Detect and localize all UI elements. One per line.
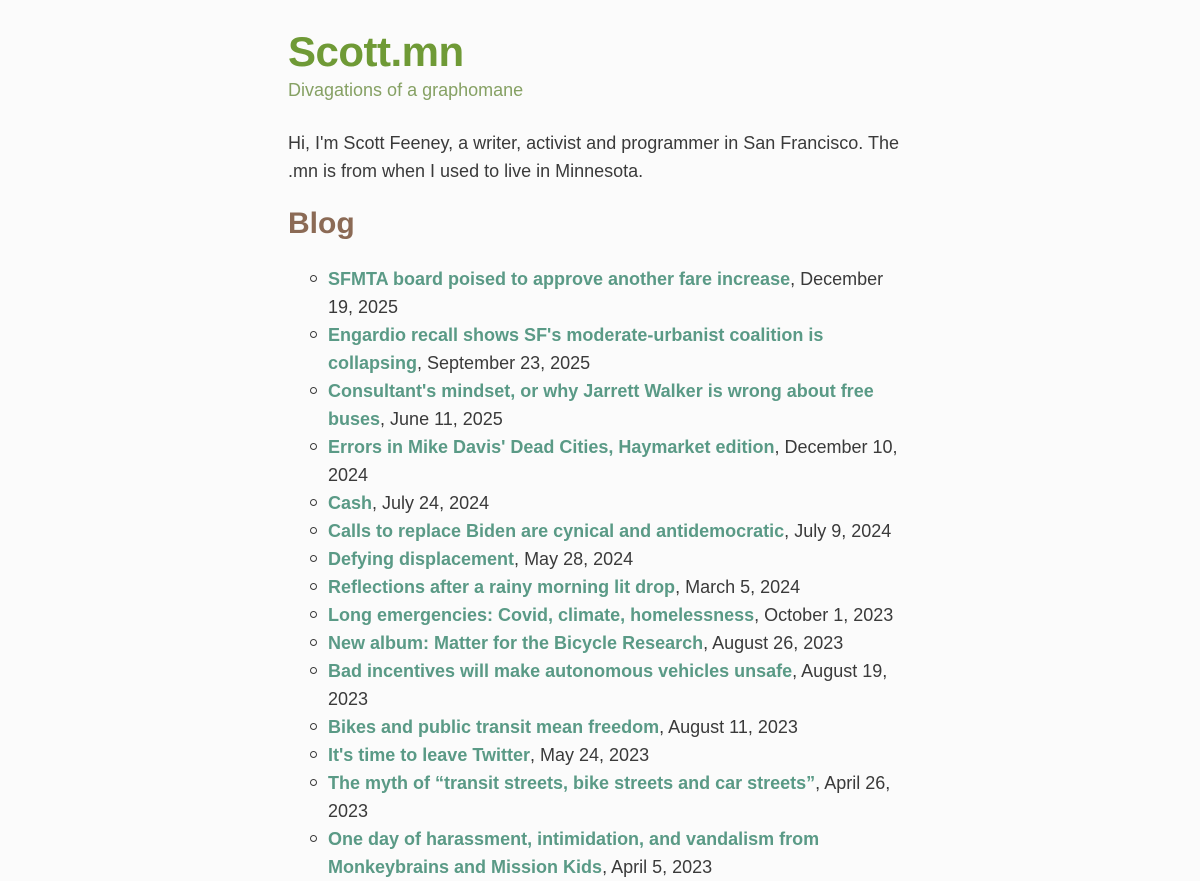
bullet-icon	[310, 723, 317, 730]
bullet-icon	[310, 527, 317, 534]
post-link[interactable]: Engardio recall shows SF's moderate-urbanist coalition is collapsing	[328, 325, 824, 373]
list-item: Consultant's mindset, or why Jarrett Walker is wrong about free buses, June 11, 2025	[328, 377, 913, 433]
page-content	[288, 26, 913, 881]
post-date: June 11, 2025	[390, 409, 503, 429]
post-link[interactable]: Reflections after a rainy morning lit drop	[328, 577, 676, 597]
post-link[interactable]: Bikes and public transit mean freedom	[328, 717, 660, 737]
bullet-icon	[310, 639, 317, 646]
bullet-icon	[310, 331, 317, 338]
post-link[interactable]: Defying displacement	[328, 549, 515, 569]
list-item: Calls to replace Biden are cynical and antidemocratic, July 9, 2024	[328, 517, 913, 545]
post-date: May 28, 2024	[524, 549, 634, 569]
bullet-icon	[310, 779, 317, 786]
post-date: March 5, 2024	[685, 577, 801, 597]
list-item: Engardio recall shows SF's moderate-urbanist coalition is collapsing, September 23, 2025	[328, 321, 913, 377]
list-item: Defying displacement, May 28, 2024	[328, 545, 913, 573]
list-item: Bikes and public transit mean freedom, August 11, 2023	[328, 713, 913, 741]
post-link[interactable]: New album: Matter for the Bicycle Research	[328, 633, 704, 653]
post-date: April 5, 2023	[611, 857, 713, 877]
post-date: October 1, 2023	[764, 605, 894, 625]
list-item: New album: Matter for the Bicycle Research, August 26, 2023	[328, 629, 913, 657]
blog-heading: Blog	[288, 207, 355, 240]
post-link[interactable]: Calls to replace Biden are cynical and antidemocratic	[328, 521, 785, 541]
post-date: December 19, 2025	[328, 269, 884, 317]
post-link[interactable]: Errors in Mike Davis' Dead Cities, Haymarket edition	[328, 437, 775, 457]
post-link[interactable]: Cash	[328, 493, 373, 513]
post-date: September 23, 2025	[427, 353, 591, 373]
list-item: Long emergencies: Covid, climate, homelessness, October 1, 2023	[328, 601, 913, 629]
list-item: Cash, July 24, 2024	[328, 489, 913, 517]
post-date: April 26, 2023	[328, 773, 891, 821]
post-link[interactable]: Consultant's mindset, or why Jarrett Walker is wrong about free buses	[328, 381, 874, 429]
post-link[interactable]: Long emergencies: Covid, climate, homelessness	[328, 605, 755, 625]
post-date: August 26, 2023	[712, 633, 844, 653]
post-date: July 9, 2024	[794, 521, 892, 541]
post-link[interactable]: Bad incentives will make autonomous vehicles unsafe	[328, 661, 793, 681]
site-title[interactable]: Scott.mn	[288, 28, 464, 75]
bullet-icon	[310, 835, 317, 842]
intro-paragraph: Hi, I'm Scott Feeney, a writer, activist and programmer in San Francisco. The .mn is from when I used to live in Minnesota.	[288, 133, 899, 181]
list-item: One day of harassment, intimidation, and vandalism from Monkeybrains and Mission Kids, April 5, 2023	[328, 825, 913, 881]
bullet-icon	[310, 751, 317, 758]
list-item: It's time to leave Twitter, May 24, 2023	[328, 741, 913, 769]
list-item: Bad incentives will make autonomous vehicles unsafe, August 19, 2023	[328, 657, 913, 713]
post-date: May 24, 2023	[540, 745, 650, 765]
post-link[interactable]: It's time to leave Twitter	[328, 745, 530, 765]
post-date: December 10, 2024	[328, 437, 898, 485]
post-link[interactable]: SFMTA board poised to approve another fare increase	[328, 269, 791, 289]
bullet-icon	[310, 583, 317, 590]
bullet-icon	[310, 387, 317, 394]
post-date: July 24, 2024	[382, 493, 490, 513]
blog-post-list	[288, 265, 913, 881]
bullet-icon	[310, 667, 317, 674]
list-item: Errors in Mike Davis' Dead Cities, Haymarket edition, December 10, 2024	[328, 433, 913, 489]
list-item: SFMTA board poised to approve another fare increase, December 19, 2025	[328, 265, 913, 321]
bullet-icon	[310, 275, 317, 282]
post-date: August 19, 2023	[328, 661, 888, 709]
post-link[interactable]: One day of harassment, intimidation, and vandalism from Monkeybrains and Mission Kids	[328, 829, 820, 877]
site-subtitle: Divagations of a graphomane	[288, 80, 524, 100]
bullet-icon	[310, 499, 317, 506]
list-item: The myth of “transit streets, bike streets and car streets”, April 26, 2023	[328, 769, 913, 825]
post-link[interactable]: The myth of “transit streets, bike streets and car streets”	[328, 773, 816, 793]
bullet-icon	[310, 555, 317, 562]
post-date: August 11, 2023	[668, 717, 798, 737]
bullet-icon	[310, 611, 317, 618]
list-item: Reflections after a rainy morning lit drop, March 5, 2024	[328, 573, 913, 601]
bullet-icon	[310, 443, 317, 450]
